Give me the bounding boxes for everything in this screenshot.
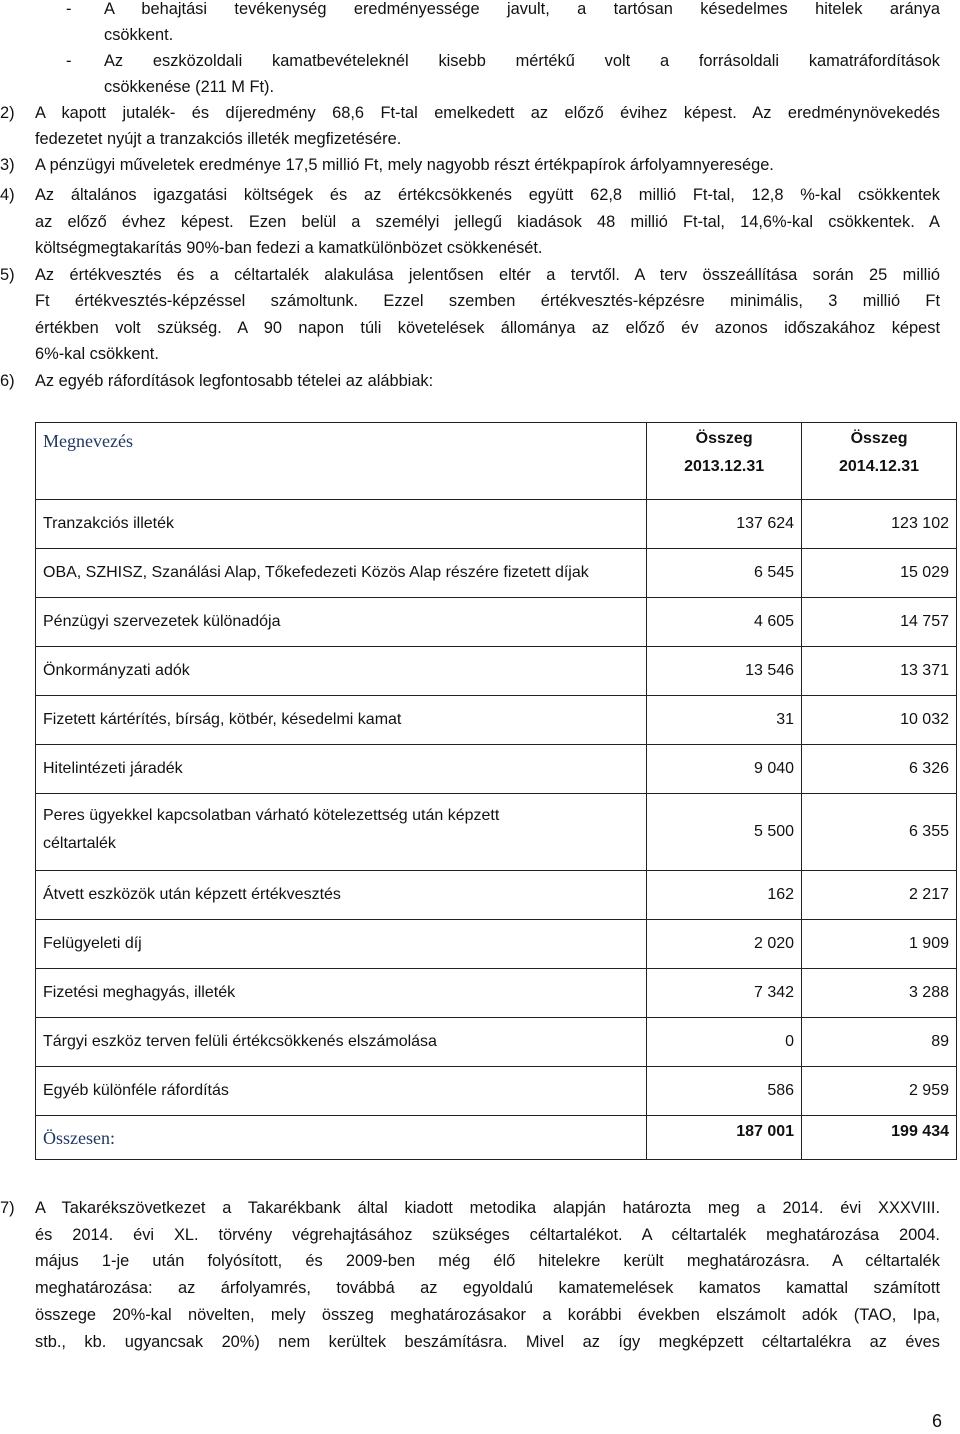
column-header-2013: Összeg 2013.12.31 (647, 423, 802, 500)
paragraph-line: május 1-je után folyósított, és 2009-ben még élő hitelekre került meghatározásra. A céltartalék (35, 1252, 940, 1270)
page-number: 6 (931, 1411, 942, 1431)
paragraph-line: költségmegtakarítás 90%-ban fedezi a kamatkülönbözet csökkenését. (35, 239, 543, 257)
bullet-text: A behajtási tevékenység eredményessége javult, a tartósan késedelmes hitelek aránya (104, 0, 940, 18)
row-name: Fizetési meghagyás, illeték (36, 969, 647, 1018)
paragraph-line: stb., kb. ugyancsak 20%) nem kerültek beszámításra. Mivel az így megképzett céltartalékra az éves (35, 1333, 940, 1351)
table-row (36, 1067, 957, 1116)
paragraph-line: Az egyéb ráfordítások legfontosabb tételei az alábbiak: (35, 372, 434, 390)
paragraph-line: meghatározása: az árfolyamrés, továbbá az egyoldalú kamatemelések kamatos kamattal számított (35, 1279, 940, 1297)
table-row (36, 500, 957, 549)
item-number: 5) (0, 266, 15, 284)
value-2014: 2 959 (802, 1067, 957, 1116)
total-label: Összesen: (36, 1116, 647, 1160)
row-name: Pénzügyi szervezetek különadója (36, 598, 647, 647)
paragraph-line: fedezetet nyújt a tranzakciós illeték megfizetésére. (35, 130, 402, 148)
table-row (36, 1018, 957, 1067)
total-2014: 199 434 (802, 1116, 957, 1160)
table-row (36, 549, 957, 598)
table-row (36, 920, 957, 969)
value-2013: 162 (647, 871, 802, 920)
row-name: Tranzakciós illeték (36, 500, 647, 549)
table-row (36, 969, 957, 1018)
table-row (36, 696, 957, 745)
paragraph-line: Az általános igazgatási költségek és az értékcsökkenés együtt 62,8 millió Ft-tal, 12,8 %-kal csökkentek (35, 186, 940, 204)
other-expenses-table (35, 422, 957, 1160)
value-2013: 586 (647, 1067, 802, 1116)
value-2013: 0 (647, 1018, 802, 1067)
row-name: Felügyeleti díj (36, 920, 647, 969)
column-header-name: Megnevezés (36, 423, 647, 500)
table-row (36, 647, 957, 696)
paragraph-line: A Takarékszövetkezet a Takarékbank által kiadott metodika alapján határozta meg a 2014. évi XXXVIII. (35, 1199, 940, 1217)
bullet-text: csökkenése (211 M Ft). (104, 78, 275, 96)
paragraph-line: értékben volt szükség. A 90 napon túli követelések állománya az előző év azonos időszakához képest (35, 319, 940, 337)
row-name: Peres ügyekkel kapcsolatban várható kötelezettség után képzett céltartalék (36, 794, 647, 871)
row-name: OBA, SZHISZ, Szanálási Alap, Tőkefedezeti Közös Alap részére fizetett díjak (36, 549, 647, 598)
table-total-row (36, 1116, 957, 1160)
paragraph-line: az előző évhez képest. Ezen belül a személyi jellegű kiadások 48 millió Ft-tal, 14,6%-kal csökkentek. A (35, 213, 940, 231)
paragraph-line: A pénzügyi műveletek eredménye 17,5 millió Ft, mely nagyobb részt értékpapírok árfolyamnyeresége. (35, 156, 774, 174)
paragraph-line: összege 20%-kal növelten, mely összeg meghatározásakor a korábbi években elszámolt adók (TAO, Ipa, (35, 1306, 940, 1324)
total-2013: 187 001 (647, 1116, 802, 1160)
item-number: 2) (0, 104, 15, 122)
value-2013: 7 342 (647, 969, 802, 1018)
paragraph-line: Az értékvesztés és a céltartalék alakulása jelentősen eltér a tervtől. A terv összeállítása során 25 millió (35, 266, 940, 284)
bullet-text: Az eszközoldali kamatbevételeknél kisebb mértékű volt a forrásoldali kamatráfordítások (104, 52, 940, 70)
table-row (36, 598, 957, 647)
value-2014: 1 909 (802, 920, 957, 969)
row-name: Tárgyi eszköz terven felüli értékcsökkenés elszámolása (36, 1018, 647, 1067)
value-2014: 14 757 (802, 598, 957, 647)
bullet-text: csökkent. (104, 26, 174, 44)
row-name: Önkormányzati adók (36, 647, 647, 696)
value-2013: 5 500 (647, 794, 802, 871)
value-2014: 15 029 (802, 549, 957, 598)
value-2014: 123 102 (802, 500, 957, 549)
item-number: 6) (0, 372, 15, 390)
column-header-2014: Összeg 2014.12.31 (802, 423, 957, 500)
item-number: 3) (0, 156, 15, 174)
row-name: Átvett eszközök után képzett értékvesztés (36, 871, 647, 920)
paragraph-line: A kapott jutalék- és díjeredmény 68,6 Ft-tal emelkedett az előző évihez képest. Az eredménynövekedés (35, 104, 940, 122)
paragraph-line: Ft értékvesztés-képzéssel számoltunk. Ezzel szemben értékvesztés-képzésre minimális, 3 millió Ft (35, 292, 940, 310)
item-number: 4) (0, 186, 15, 204)
table-header-row (36, 423, 957, 500)
value-2014: 6 355 (802, 794, 957, 871)
value-2014: 3 288 (802, 969, 957, 1018)
table-row (36, 794, 957, 871)
value-2014: 2 217 (802, 871, 957, 920)
value-2013: 137 624 (647, 500, 802, 549)
value-2014: 89 (802, 1018, 957, 1067)
value-2013: 13 546 (647, 647, 802, 696)
table-row (36, 871, 957, 920)
table-row (36, 745, 957, 794)
row-name: Fizetett kártérítés, bírság, kötbér, késedelmi kamat (36, 696, 647, 745)
value-2013: 4 605 (647, 598, 802, 647)
row-name: Hitelintézeti járadék (36, 745, 647, 794)
value-2013: 31 (647, 696, 802, 745)
value-2013: 6 545 (647, 549, 802, 598)
paragraph-line: és 2014. évi XL. törvény végrehajtásához szükséges céltartalékot. A céltartalék meghatározása 2004. (35, 1226, 940, 1244)
value-2013: 2 020 (647, 920, 802, 969)
value-2014: 6 326 (802, 745, 957, 794)
value-2013: 9 040 (647, 745, 802, 794)
paragraph-line: 6%-kal csökkent. (35, 345, 159, 363)
value-2014: 10 032 (802, 696, 957, 745)
item-number: 7) (0, 1199, 15, 1217)
row-name: Egyéb különféle ráfordítás (36, 1067, 647, 1116)
value-2014: 13 371 (802, 647, 957, 696)
